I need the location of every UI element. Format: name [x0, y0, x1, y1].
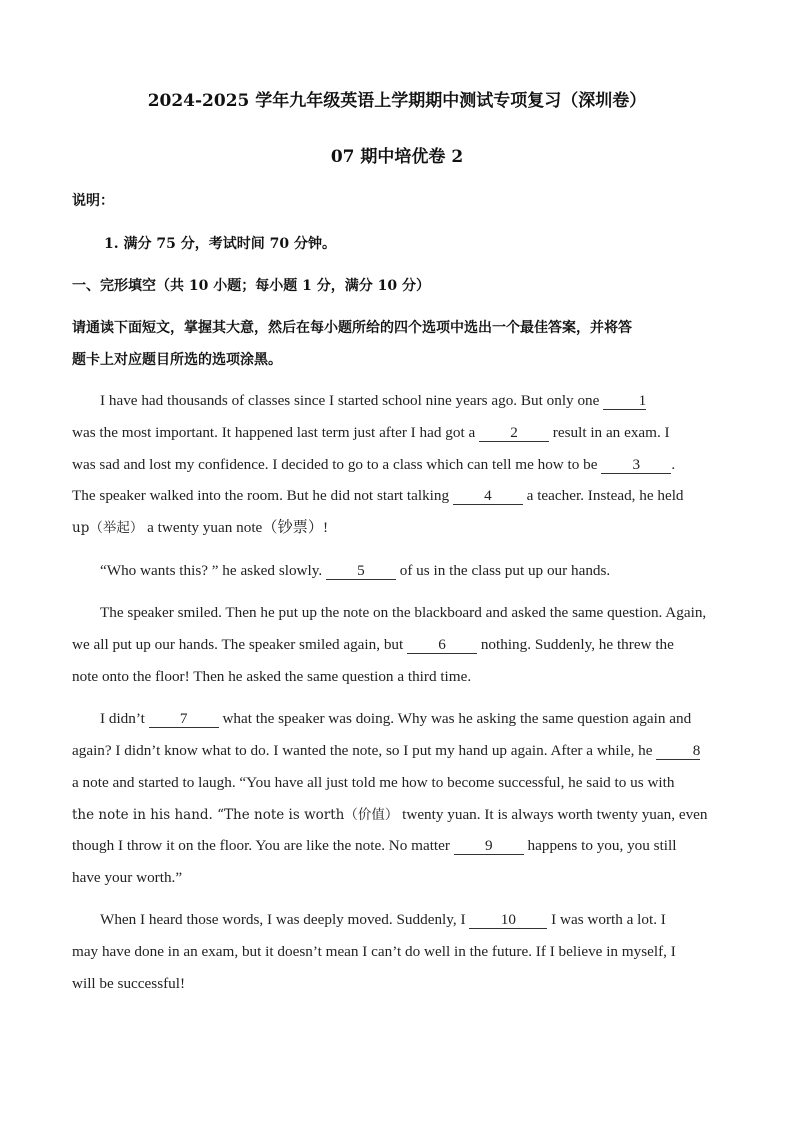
- passage-text: may have done in an exam, but it doesn’t mean I can’t do well in the future. If I believe in myself, I: [72, 943, 676, 960]
- blank-3[interactable]: 3: [601, 456, 671, 474]
- passage-line: [72, 455, 724, 475]
- passage-line: [72, 423, 724, 443]
- passage-text: I didn’t: [100, 710, 145, 727]
- passage-text: a twenty yuan note（钞票）!: [147, 519, 329, 536]
- section-heading: 一、完形填空（共 10 小题；每小题 1 分，满分 10 分）: [72, 278, 430, 294]
- passage-line: [72, 868, 724, 888]
- notes-label: 说明：: [72, 193, 114, 209]
- passage-text: was the most important. It happened last term just after I had got a: [72, 424, 476, 441]
- passage-line: [100, 561, 724, 581]
- passage-text: what the speaker was doing. Why was he asking the same question again and: [222, 710, 692, 727]
- passage-line: [72, 836, 724, 856]
- passage-text: a note and started to laugh. “You have all just told me how to become successful, he said to us with: [72, 774, 675, 791]
- passage-text: again? I didn’t know what to do. I wanted the note, so I put my hand up again. After a while, he: [72, 742, 653, 759]
- passage-line: [72, 942, 724, 962]
- page-title: 2024-2025 学年九年级英语上学期期中测试专项复习（深圳卷）: [147, 91, 647, 111]
- passage-text: twenty yuan. It is always worth twenty yuan, even: [402, 806, 708, 823]
- notes-item-1: 1. 满分 75 分，考试时间 70 分钟。: [104, 236, 336, 252]
- blank-4[interactable]: 4: [453, 487, 523, 505]
- passage-line: [72, 974, 724, 994]
- passage-text: “Who wants this? ” he asked slowly.: [100, 562, 323, 579]
- passage-text: though I throw it on the floor. You are like the note. No matter: [72, 837, 450, 854]
- passage-text: The speaker smiled. Then he put up the note on the blackboard and asked the same question. Again,: [100, 604, 707, 621]
- passage-line: [72, 518, 724, 538]
- blank-5[interactable]: 5: [326, 562, 396, 580]
- passage-line: [72, 635, 724, 655]
- page-subtitle: 07 期中培优卷 2: [330, 147, 464, 167]
- passage-text: result in an exam. I: [552, 424, 670, 441]
- passage-text: have your worth.”: [72, 869, 183, 886]
- passage-text: I was worth a lot. I: [551, 911, 666, 928]
- blank-8[interactable]: 8: [656, 742, 700, 760]
- passage-text: a teacher. Instead, he held: [526, 487, 684, 504]
- passage-line: [100, 603, 724, 623]
- blank-2[interactable]: 2: [479, 424, 549, 442]
- blank-10[interactable]: 10: [469, 911, 547, 929]
- passage-text: nothing. Suddenly, he threw the: [480, 636, 674, 653]
- passage-text: .: [671, 456, 676, 473]
- passage-text: of us in the class put up our hands.: [399, 562, 611, 579]
- passage-line: [100, 391, 724, 411]
- passage-text: I have had thousands of classes since I started school nine years ago. But only one: [100, 392, 600, 409]
- passage-line: [72, 805, 724, 825]
- passage-line: [100, 910, 724, 930]
- passage-text: When I heard those words, I was deeply moved. Suddenly, I: [100, 911, 466, 928]
- passage-line: [72, 741, 724, 761]
- passage-line: [72, 667, 724, 687]
- blank-1[interactable]: 1: [603, 392, 646, 410]
- passage-text: happens to you, you still: [527, 837, 677, 854]
- passage-line: [100, 709, 724, 729]
- blank-9[interactable]: 9: [454, 837, 524, 855]
- blank-7[interactable]: 7: [149, 710, 219, 728]
- passage-line: [72, 773, 724, 793]
- passage-text: will be successful!: [72, 975, 186, 992]
- passage-text: up（举起）: [72, 520, 144, 536]
- section-instruction-line-2: 题卡上对应题目所选的选项涂黑。: [72, 352, 282, 368]
- passage-text: The speaker walked into the room. But he did not start talking: [72, 487, 450, 504]
- passage-text: note onto the floor! Then he asked the same question a third time.: [72, 668, 472, 685]
- section-instruction-line-1: 请通读下面短文，掌握其大意，然后在每小题所给的四个选项中选出一个最佳答案，并将答: [72, 320, 632, 336]
- blank-6[interactable]: 6: [407, 636, 477, 654]
- passage-text: the note in his hand. “The note is worth（价值）: [72, 807, 399, 823]
- passage-line: [72, 486, 724, 506]
- passage-text: was sad and lost my confidence. I decided to go to a class which can tell me how to be: [72, 456, 598, 473]
- passage-text: we all put up our hands. The speaker smiled again, but: [72, 636, 404, 653]
